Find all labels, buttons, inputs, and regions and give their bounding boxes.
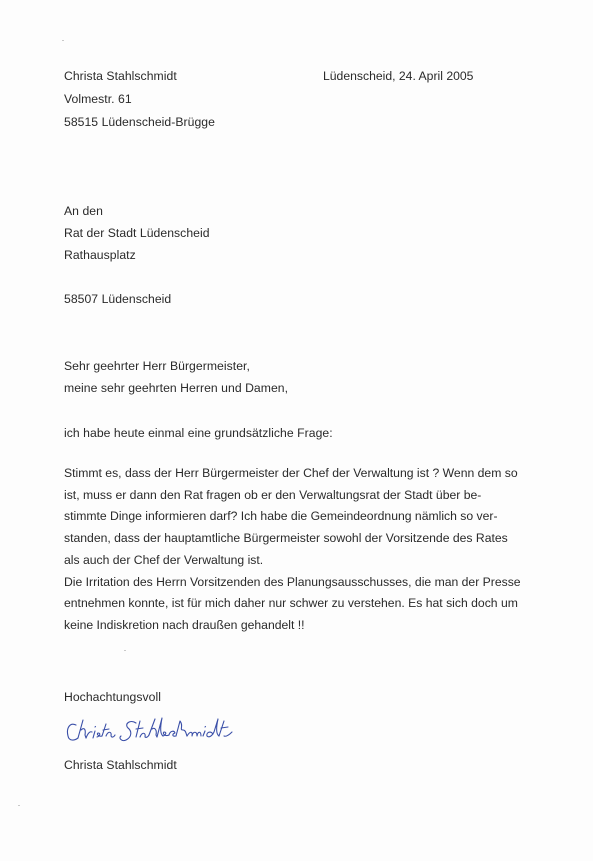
recipient-line-1: An den: [64, 204, 103, 218]
recipient-city: 58507 Lüdenscheid: [64, 292, 172, 306]
handwritten-signature: [66, 716, 241, 750]
sender-street: Volmestr. 61: [64, 92, 132, 106]
closing: Hochachtungsvoll: [64, 690, 162, 704]
body-line: entnehmen konnte, ist für mich daher nur schwer zu verstehen. Es hat sich doch um: [64, 596, 518, 611]
body-paragraph: [64, 463, 544, 637]
body-line: standen, dass der hauptamtliche Bürgermeister sowohl der Vorsitzende des Rates: [64, 531, 508, 546]
recipient-line-3: Rathausplatz: [64, 248, 136, 262]
sender-name: Christa Stahlschmidt: [64, 69, 177, 83]
letter-date: Lüdenscheid, 24. April 2005: [323, 69, 474, 83]
typed-name: Christa Stahlschmidt: [64, 758, 177, 772]
scan-speck: [124, 650, 126, 651]
body-line: als auch der Chef der Verwaltung ist.: [64, 552, 264, 567]
sender-city: 58515 Lüdenscheid-Brügge: [64, 115, 215, 129]
body-line: stimmte Dinge informieren darf? Ich habe die Gemeindeordnung nämlich so ver-: [64, 509, 498, 524]
body-line: ist, muss er dann den Rat fragen ob er den Verwaltungsrat der Stadt über be-: [64, 487, 482, 502]
scan-speck: [62, 40, 64, 41]
signature-strokes: [67, 718, 232, 741]
salutation-line-1: Sehr geehrter Herr Bürgermeister,: [64, 359, 250, 373]
salutation-line-2: meine sehr geehrten Herren und Damen,: [64, 381, 289, 395]
intro-sentence: ich habe heute einmal eine grundsätzliche Frage:: [64, 426, 333, 440]
scan-speck: [18, 805, 20, 806]
body-line: Die Irritation des Herrn Vorsitzenden des Planungsausschusses, die man der Presse: [64, 574, 521, 589]
recipient-line-2: Rat der Stadt Lüdenscheid: [64, 226, 210, 240]
body-line: Stimmt es, dass der Herr Bürgermeister der Chef der Verwaltung ist ? Wenn dem so: [64, 466, 518, 480]
body-line: keine Indiskretion nach draußen gehandelt !!: [64, 617, 305, 632]
